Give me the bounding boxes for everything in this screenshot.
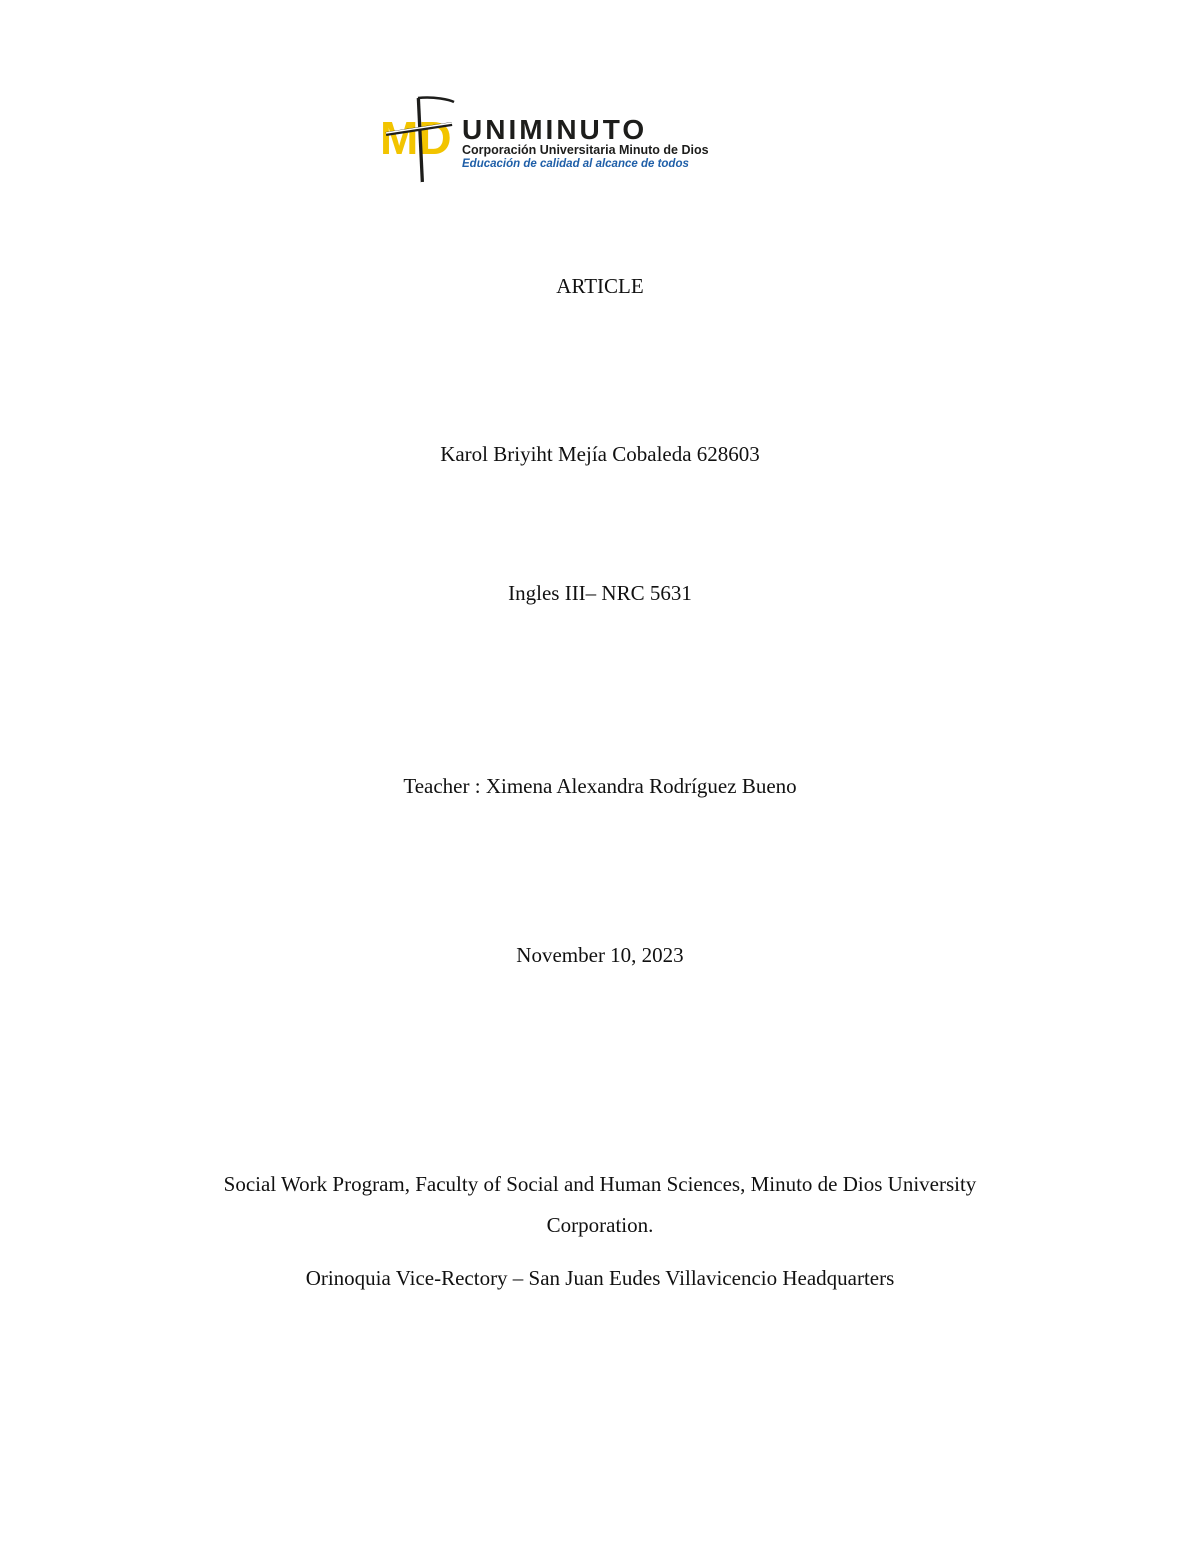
uniminuto-logo: [378, 94, 764, 186]
affiliation-paragraph: Social Work Program, Faculty of Social and Human Sciences, Minuto de Dios University Corporation.: [223, 1172, 977, 1237]
logo-tagline: Educación de calidad al alcance de todos: [462, 158, 689, 170]
date-line: November 10, 2023: [516, 943, 684, 967]
brand-name: UNIMINUTO: [462, 114, 648, 145]
teacher-line: Teacher : Ximena Alexandra Rodríguez Bueno: [403, 774, 797, 798]
institution-name: Corporación Universitaria Minuto de Dios: [462, 143, 709, 157]
headquarters-line: Orinoquia Vice-Rectory – San Juan Eudes Villavicencio Headquarters: [305, 1266, 895, 1290]
course-line: Ingles III– NRC 5631: [508, 581, 692, 605]
author-line: Karol Briyiht Mejía Cobaleda 628603: [440, 442, 760, 466]
md-monogram: MD: [380, 112, 452, 164]
document-title: ARTICLE: [556, 274, 644, 298]
